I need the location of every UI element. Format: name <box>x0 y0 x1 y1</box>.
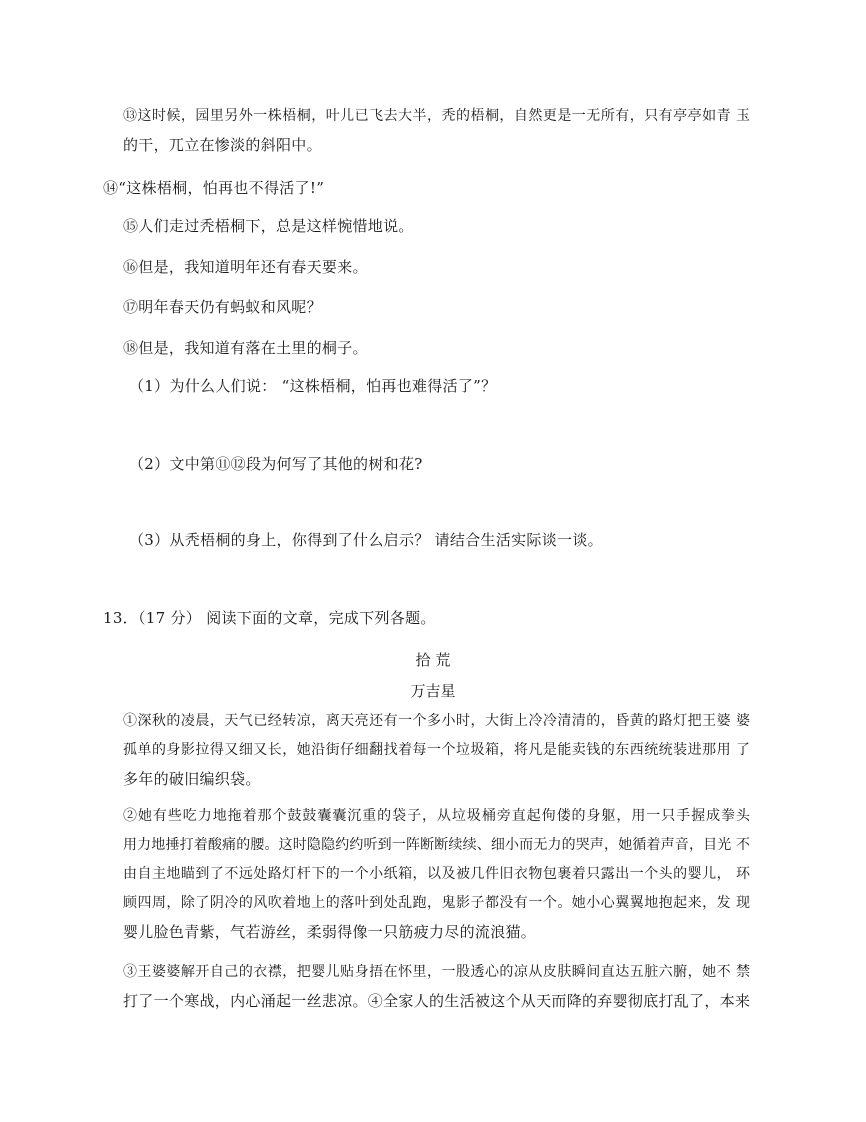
paragraph-17: ⑰明年春天仍有蚂蚁和风呢？ <box>123 298 322 316</box>
article-paragraph-3-line-2: 打了一个寒战，内心涌起一丝悲凉。④全家人的生活被这个从天而降的弃婴彻底打乱了，本来 <box>123 992 751 1010</box>
article-paragraph-2-line-5: 婴儿脸色青紫，气若游丝，柔弱得像一只筋疲力尽的流浪猫。 <box>123 923 537 941</box>
article-author: 万吉星 <box>410 682 456 700</box>
problem-13-header: 13．（17 分） 阅读下面的文章，完成下列各题。 <box>103 609 436 627</box>
article-paragraph-1-line-1: ①深秋的凌晨，天气已经转凉，离天亮还有一个多小时，大街上冷冷清清的，昏黄的路灯把王婆 婆 <box>123 713 750 729</box>
article-paragraph-2-line-1: ②她有些吃力地拖着那个鼓鼓囊囊沉重的袋子，从垃圾桶旁直起佝偻的身躯，用一只手握成拳头 <box>123 808 750 824</box>
paragraph-16: ⑯但是，我知道明年还有春天要来。 <box>123 258 368 276</box>
paragraph-18: ⑱但是，我知道有落在土里的桐子。 <box>123 339 368 357</box>
paragraph-13-line-1: ⑬这时候，园里另外一株梧桐，叶儿已飞去大半，秃的梧桐，自然更是一无所有，只有亭亭如青 玉 <box>123 108 750 124</box>
article-paragraph-2-line-3: 由自主地瞄到了不远处路灯杆下的一个小纸箱，以及被几件旧衣物包裹着只露出一个头的婴儿， 环 <box>123 866 750 882</box>
question-2: （2）文中第⑪⑫段为何写了其他的树和花? <box>129 455 423 473</box>
article-paragraph-2-line-4: 顾四周，除了阴冷的风吹着地上的落叶到处乱跑，鬼影子都没有一个。她小心翼翼地抱起来，发 现 <box>123 895 750 911</box>
question-3: （3）从秃梧桐的身上，你得到了什么启示？ 请结合生活实际谈一谈。 <box>129 531 603 549</box>
paragraph-13-line-2: 的干，兀立在惨淡的斜阳中。 <box>123 136 322 154</box>
paragraph-14: ⑭“这株梧桐，怕再也不得活了!” <box>103 179 325 197</box>
article-paragraph-1-line-2: 孤单的身影拉得又细又长，她沿街仔细翻找着每一个垃圾箱，将凡是能卖钱的东西统统装进那用 了 <box>123 742 750 758</box>
article-paragraph-3-line-1: ③王婆婆解开自己的衣襟，把婴儿贴身捂在怀里，一股透心的凉从皮肤瞬间直达五脏六腑，她不 禁 <box>123 964 750 980</box>
paragraph-15: ⑮人们走过秃梧桐下，总是这样惋惜地说。 <box>123 217 414 235</box>
article-title: 拾 荒 <box>415 651 451 669</box>
question-1: （1）为什么人们说： “这株梧桐，怕再也难得活了”？ <box>129 377 497 395</box>
article-paragraph-2-line-2: 用力地捶打着酸痛的腰。这时隐隐约约听到一阵断断续续、细小而无力的哭声，她循着声音，目光 不 <box>123 837 750 853</box>
article-paragraph-1-line-3: 多年的破旧编织袋。 <box>123 770 261 788</box>
